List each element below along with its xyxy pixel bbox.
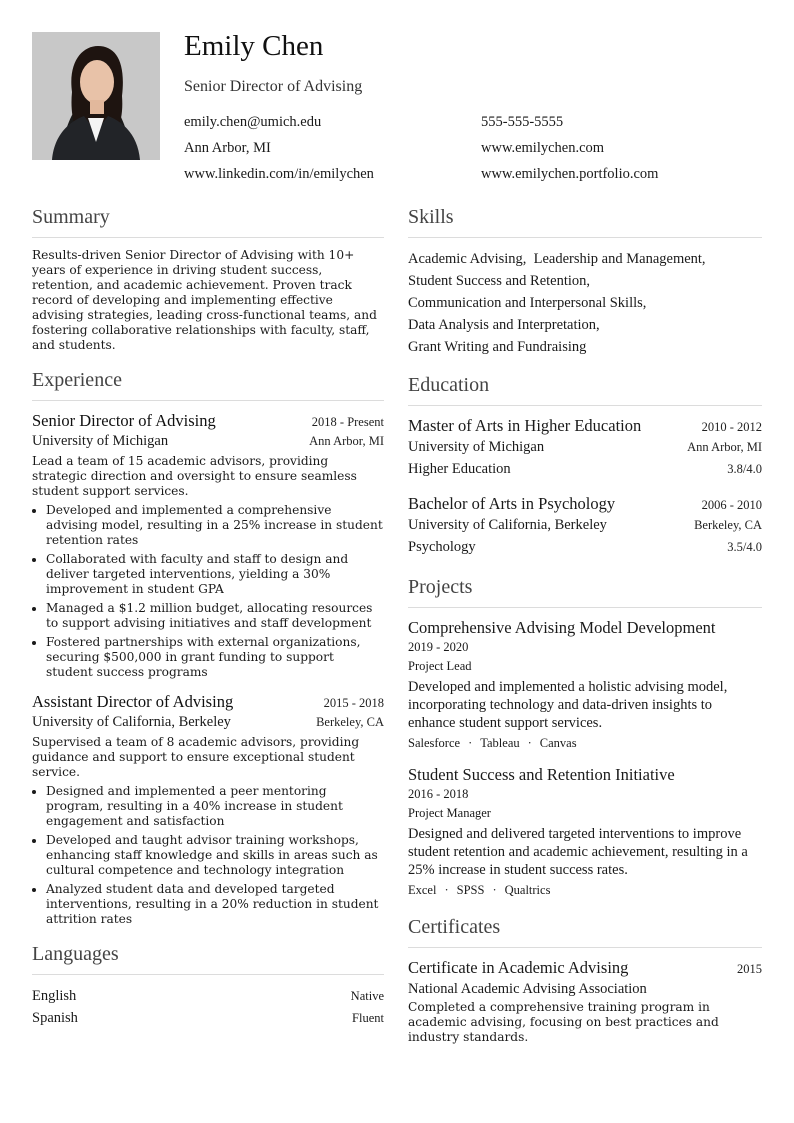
project-entry [408, 618, 762, 751]
project-tag: Canvas [539, 736, 577, 750]
projects-heading: Projects [408, 576, 762, 608]
project-tag: Excel [408, 883, 437, 897]
candidate-title: Senior Director of Advising [184, 78, 363, 95]
job-bullets [32, 784, 384, 927]
job-organization: University of California, Berkeley [32, 714, 231, 730]
project-tags: Excel · SPSS · Qualtrics [408, 883, 551, 897]
project-entry [408, 765, 762, 898]
job-entry [32, 692, 384, 927]
summary-text: Results-driven Senior Director of Advising with 10+ years of experience in driving student success, retention, and academic achievement. Proven track record of developing and implementing effective advising strategies, leading cross-functional teams, and fostering collaborative relationships with faculty, staff, and students. [32, 248, 377, 352]
skill-line: Data Analysis and Interpretation, [408, 317, 600, 333]
field-of-study: Psychology [408, 539, 476, 555]
skills-list [408, 248, 762, 358]
project-tag: Qualtrics [504, 883, 551, 897]
education-dates: 2006 - 2010 [701, 498, 762, 512]
language-level: Fluent [352, 1011, 384, 1025]
project-title: Student Success and Retention Initiative [408, 765, 675, 784]
phone-number[interactable]: 555-555-5555 [481, 114, 564, 130]
right-column [408, 206, 762, 1045]
job-bullet: • Managed a $1.2 million budget, allocating resources to support advising initiatives and staff development [46, 601, 384, 631]
job-entry [32, 411, 384, 680]
school-location: Berkeley, CA [694, 518, 762, 532]
certificates-heading: Certificates [408, 916, 762, 948]
job-dates: 2018 - Present [311, 415, 384, 429]
skill-line: Grant Writing and Fundraising [408, 339, 587, 355]
skills-section [408, 206, 762, 358]
languages-heading: Languages [32, 943, 384, 975]
project-role: Project Lead [408, 659, 472, 673]
website-link[interactable]: www.emilychen.com [481, 140, 605, 156]
languages-section [32, 943, 384, 1029]
degree-name: Bachelor of Arts in Psychology [408, 494, 616, 513]
education-entry [408, 494, 762, 558]
skill-line: Student Success and Retention, [408, 273, 591, 289]
summary-heading: Summary [32, 206, 384, 238]
language-name: Spanish [32, 1010, 78, 1026]
certificate-year: 2015 [737, 962, 762, 976]
job-bullet: • Collaborated with faculty and staff to design and deliver targeted interventions, yielding a 30% improvement in student GPA [46, 552, 384, 597]
job-bullet: • Developed and taught advisor training workshops, enhancing staff knowledge and skills in areas such as cultural competence and technology integration [46, 833, 384, 878]
job-bullet: • Developed and implemented a comprehensive advising model, resulting in a 25% increase in student retention rates [46, 503, 384, 548]
project-tags: Salesforce · Tableau · Canvas [408, 736, 577, 750]
job-bullet: • Analyzed student data and developed targeted interventions, resulting in a 20% reduction in student attrition rates [46, 882, 384, 927]
email-link[interactable]: emily.chen@umich.edu [184, 114, 322, 130]
education-heading: Education [408, 374, 762, 406]
certificate-description: Completed a comprehensive training program in academic advising, focusing on best practices and industry standards. [408, 1000, 719, 1044]
project-role: Project Manager [408, 806, 491, 820]
language-name: English [32, 988, 77, 1004]
job-bullet: • Designed and implemented a peer mentoring program, resulting in a 40% increase in student engagement and satisfaction [46, 784, 384, 829]
job-dates: 2015 - 2018 [323, 696, 384, 710]
school-name: University of California, Berkeley [408, 517, 607, 533]
skill-line: Academic Advising, Leadership and Management, [408, 251, 706, 267]
candidate-name: Emily Chen [184, 30, 324, 62]
job-bullet: • Fostered partnerships with external organizations, securing $500,000 in grant funding to support student success programs [46, 635, 384, 680]
education-section [408, 374, 762, 558]
job-title: Assistant Director of Advising [32, 692, 234, 711]
job-organization: University of Michigan [32, 433, 169, 449]
certificate-title: Certificate in Academic Advising [408, 958, 629, 977]
gpa: 3.5/4.0 [727, 540, 762, 554]
portrait-illustration [32, 32, 160, 160]
job-location: Ann Arbor, MI [309, 434, 384, 448]
language-item [32, 985, 384, 1007]
project-tag: Salesforce [408, 736, 461, 750]
certificate-issuer: National Academic Advising Association [408, 981, 647, 997]
experience-section [32, 369, 384, 927]
profile-photo [32, 32, 160, 160]
projects-section [408, 576, 762, 898]
location: Ann Arbor, MI [184, 140, 271, 156]
school-name: University of Michigan [408, 439, 545, 455]
language-level: Native [350, 989, 384, 1003]
gpa: 3.8/4.0 [727, 462, 762, 476]
project-description: Developed and implemented a holistic advising model, incorporating technology and data-driven insights to enhance student support services. [408, 679, 728, 731]
job-bullets [32, 503, 384, 680]
certificate-entry [408, 958, 762, 1045]
school-location: Ann Arbor, MI [687, 440, 762, 454]
job-title: Senior Director of Advising [32, 411, 216, 430]
left-column [32, 206, 384, 1029]
summary-section [32, 206, 384, 353]
certificates-section [408, 916, 762, 1045]
education-entry [408, 416, 762, 480]
experience-heading: Experience [32, 369, 384, 401]
project-tag: Tableau [480, 736, 520, 750]
project-title: Comprehensive Advising Model Development [408, 618, 716, 637]
language-item [32, 1007, 384, 1029]
skill-line: Communication and Interpersonal Skills, [408, 295, 647, 311]
education-dates: 2010 - 2012 [701, 420, 762, 434]
field-of-study: Higher Education [408, 461, 511, 477]
project-tag: SPSS [456, 883, 485, 897]
job-location: Berkeley, CA [316, 715, 384, 729]
job-description: Supervised a team of 8 academic advisors, providing guidance and support to ensure exceptional student service. [32, 735, 360, 779]
project-description: Designed and delivered targeted interventions to improve student retention and academic achievement, resulting in a 25% increase in student success rates. [408, 826, 748, 878]
degree-name: Master of Arts in Higher Education [408, 416, 642, 435]
project-dates: 2016 - 2018 [408, 787, 469, 801]
skills-heading: Skills [408, 206, 762, 238]
linkedin-link[interactable]: www.linkedin.com/in/emilychen [184, 166, 374, 182]
job-description: Lead a team of 15 academic advisors, providing strategic direction and oversight to ensure seamless student support services. [32, 454, 357, 498]
portfolio-link[interactable]: www.emilychen.portfolio.com [481, 166, 659, 182]
project-dates: 2019 - 2020 [408, 640, 469, 654]
